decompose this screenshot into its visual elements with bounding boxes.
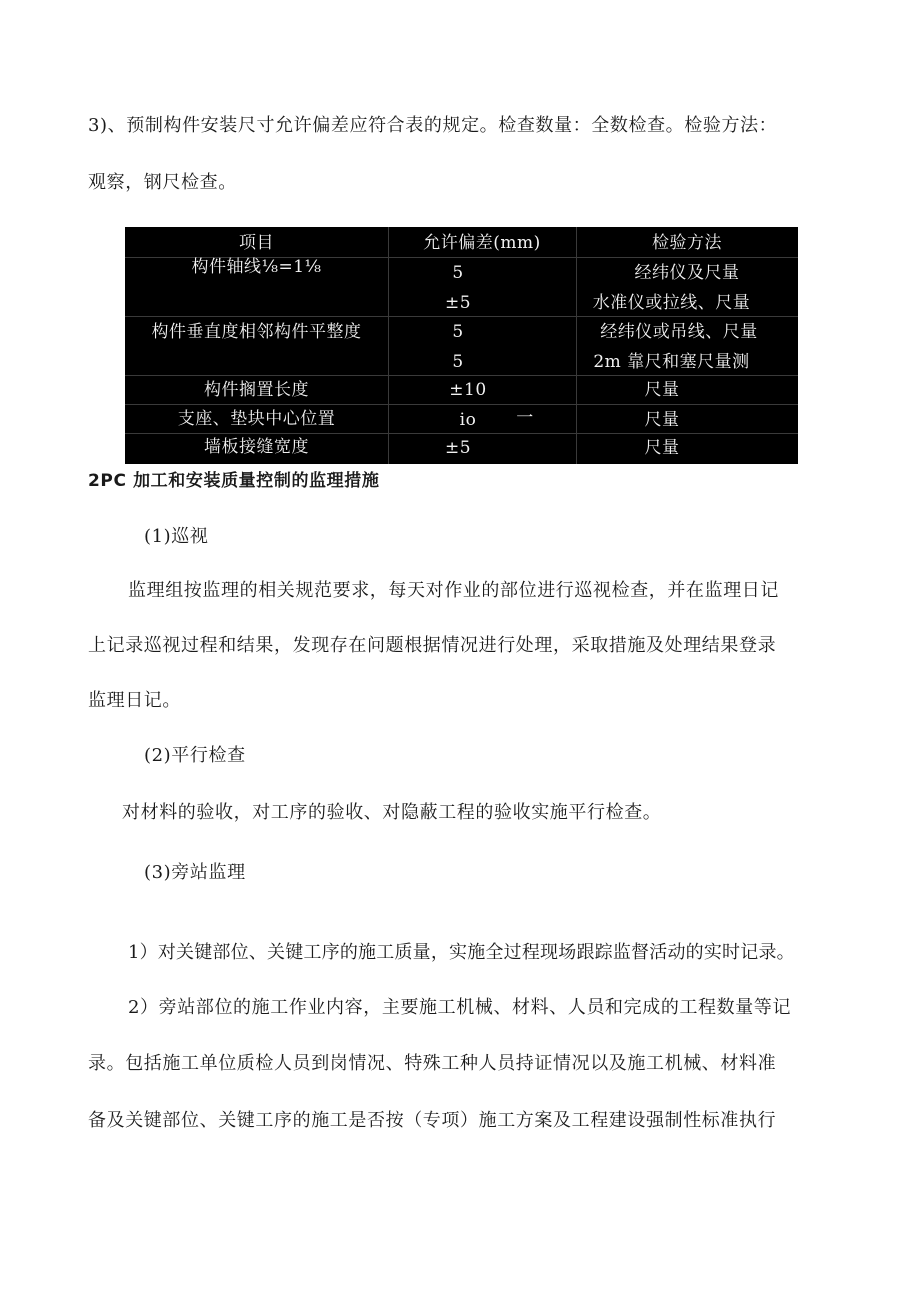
patrol-line-3: 监理日记。: [88, 690, 181, 711]
table-cell-deviation: 5: [452, 263, 464, 283]
table-cell-deviation: 5: [452, 352, 464, 372]
onsite-item-2-line-3: 备及关键部位、关键工序的施工是否按（专项）施工方案及工程建设强制性标准执行: [88, 1110, 777, 1131]
table-cell-method: 水准仪或拉线、尺量: [592, 293, 751, 313]
table-header-method: 检验方法: [652, 233, 722, 253]
table-cell-method: 经纬仪或吊线、尺量: [600, 322, 758, 342]
table-cell-method: 经纬仪及尺量: [634, 263, 740, 283]
table-cell-item: 构件轴线⅛=1⅛: [191, 257, 322, 277]
table-header-deviation: 允许偏差(mm): [423, 233, 541, 253]
table-cell-deviation: 5: [452, 322, 464, 342]
table-cell-item: 构件搁置长度: [204, 380, 309, 400]
subsection-title-patrol: (1)巡视: [144, 526, 209, 547]
tolerance-table: [125, 227, 798, 464]
patrol-line-2: 上记录巡视过程和结果，发现存在问题根据情况进行处理，采取措施及处理结果登录: [88, 635, 777, 656]
table-cell-method: 2m 靠尺和塞尺量测: [593, 352, 750, 372]
table-cell-method: 尺量: [644, 410, 680, 430]
subsection-title-onsite-supervision: (3)旁站监理: [144, 862, 246, 883]
intro-line-2: 观察，钢尺检查。: [88, 172, 237, 193]
table-cell-item: 墙板接缝宽度: [204, 437, 309, 457]
table-cell-method: 尺量: [644, 380, 680, 400]
table-cell-item: 支座、垫块中心位置: [177, 409, 336, 429]
table-cell-method: 尺量: [644, 438, 680, 458]
table-cell-deviation: ±5: [444, 438, 472, 458]
table-cell-item: 构件垂直度相邻构件平整度: [151, 322, 362, 342]
table-cell-deviation: ±10: [449, 380, 487, 400]
table-cell-dash: 一: [516, 408, 534, 428]
onsite-item-1: 1）对关键部位、关键工序的施工质量，实施全过程现场跟踪监督活动的实时记录。: [128, 942, 795, 963]
onsite-item-2-line-1: 2）旁站部位的施工作业内容，主要施工机械、材料、人员和完成的工程数量等记: [128, 997, 792, 1018]
table-cell-deviation: ±5: [444, 293, 472, 313]
parallel-check-line-1: 对材料的验收，对工序的验收、对隐蔽工程的验收实施平行检查。: [122, 802, 662, 823]
subsection-title-parallel-check: (2)平行检查: [144, 745, 246, 766]
table-cell-deviation: io: [459, 410, 477, 430]
table-header-item: 项目: [239, 233, 274, 253]
patrol-line-1: 监理组按监理的相关规范要求，每天对作业的部位进行巡视检查，并在监理日记: [128, 580, 779, 601]
intro-line-1: 3)、预制构件安装尺寸允许偏差应符合表的规定。检查数量：全数检查。检验方法：: [88, 115, 778, 136]
onsite-item-2-line-2: 录。包括施工单位质检人员到岗情况、特殊工种人员持证情况以及施工机械、材料准: [88, 1053, 777, 1074]
section-heading: 2PC 加工和安装质量控制的监理措施: [88, 471, 380, 491]
